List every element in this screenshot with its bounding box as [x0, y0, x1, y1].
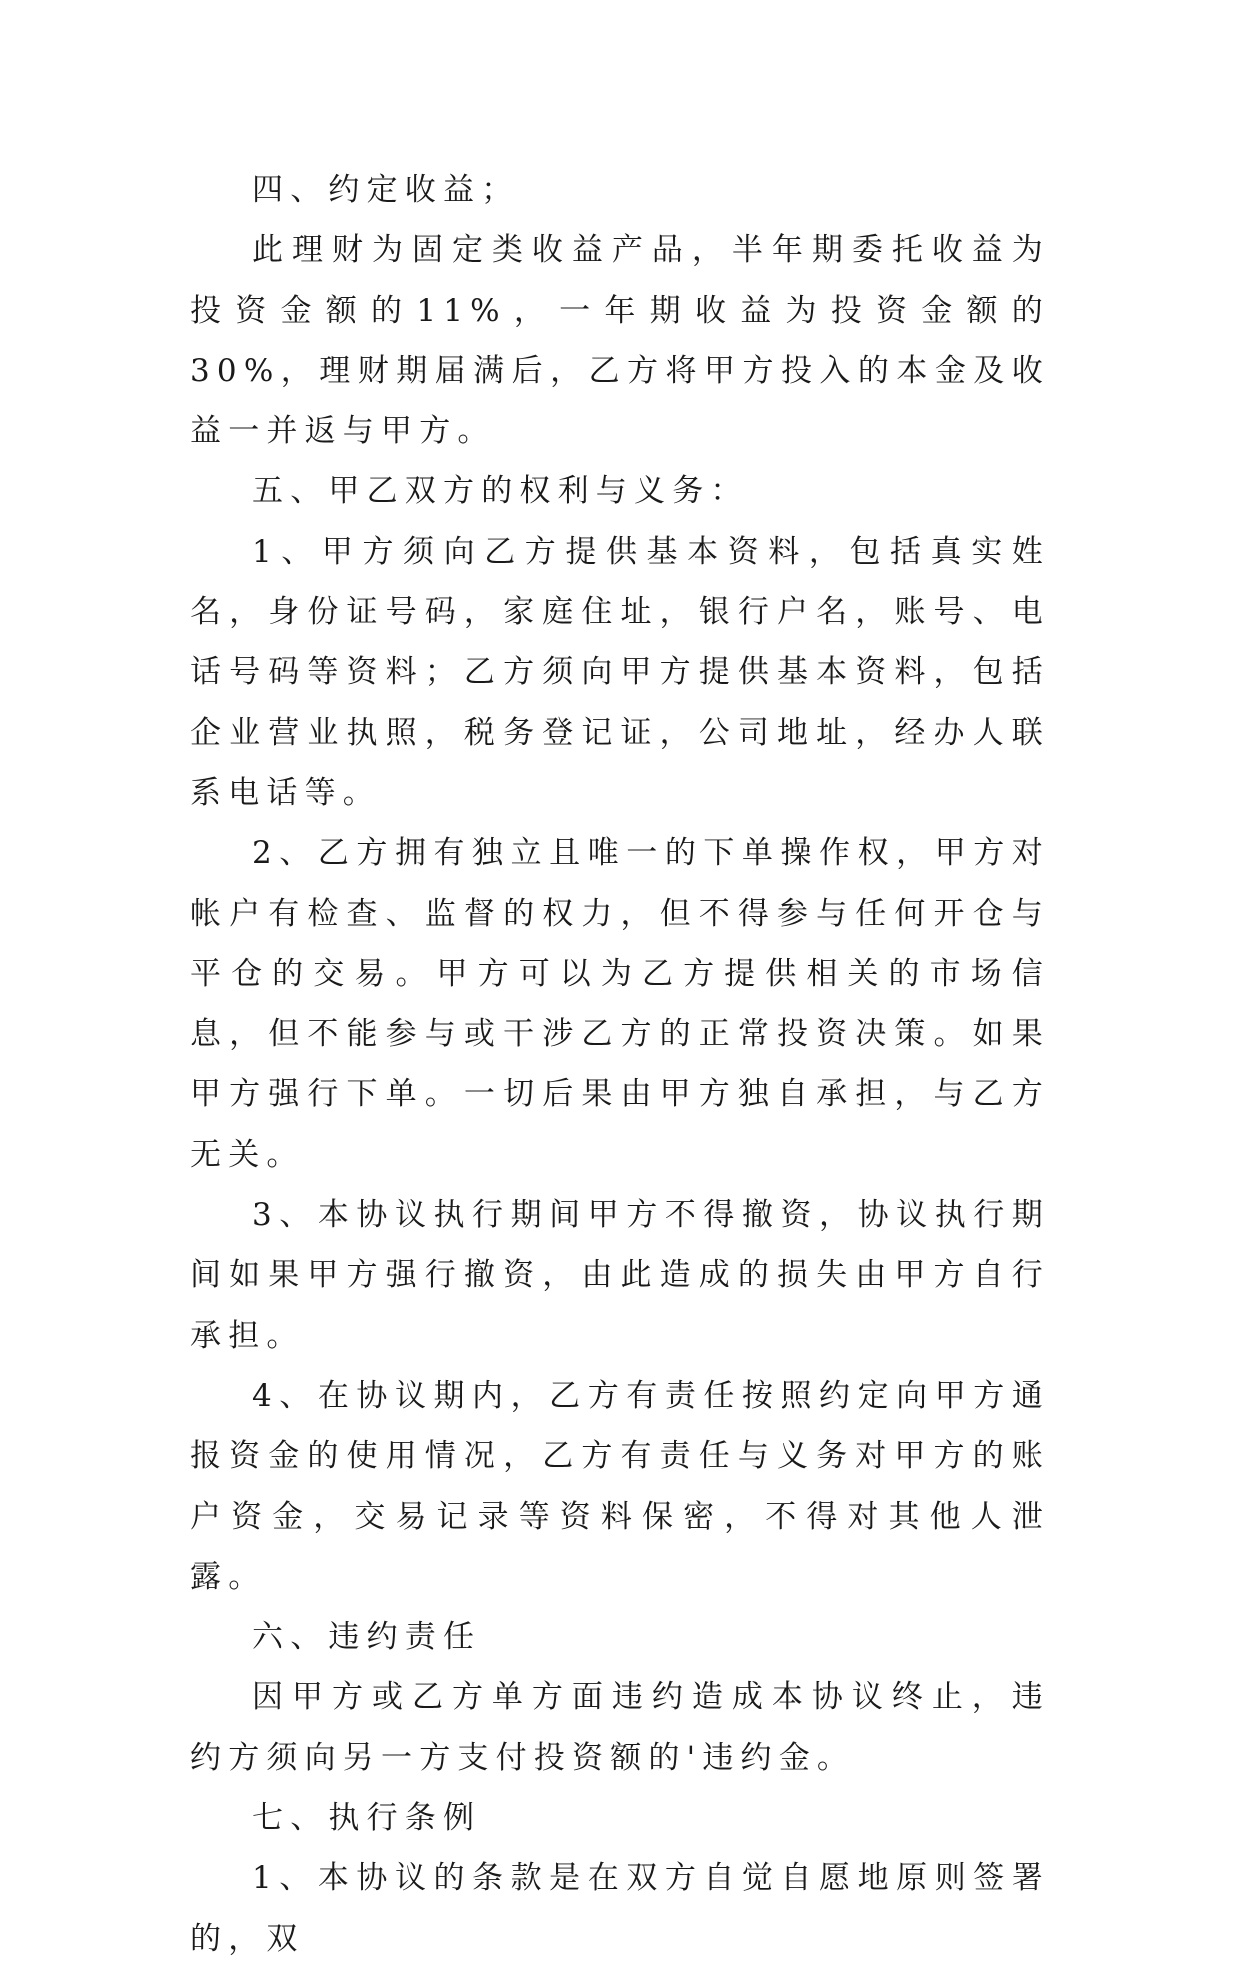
- section-heading-6: 六、违约责任: [252, 1619, 482, 1656]
- paragraph-execution-1: 1、本协议的条款是在双方自觉自愿地原则签署的，双: [190, 1860, 1050, 1957]
- paragraph-rights-2: 2、乙方拥有独立且唯一的下单操作权，甲方对帐户有检查、监督的权力，但不得参与任何开仓与平仓的交易。甲方可以为乙方提供相关的市场信息，但不能参与或干涉乙方的正常投资决策。如果甲方强行下单。一切后果由甲方独自承担，与乙方无关。: [190, 835, 1050, 1173]
- paragraph-rights-1: 1、甲方须向乙方提供基本资料，包括真实姓名，身份证号码，家庭住址，银行户名，账号、电话号码等资料；乙方须向甲方提供基本资料，包括企业营业执照，税务登记证，公司地址，经办人联系电话等。: [190, 533, 1050, 811]
- section-heading-7: 七、执行条例: [252, 1800, 482, 1837]
- paragraph-rights-3: 3、本协议执行期间甲方不得撤资，协议执行期间如果甲方强行撤资，由此造成的损失由甲方自行承担。: [190, 1197, 1050, 1354]
- document-body: [190, 160, 1050, 1969]
- section-heading-5: 五、甲乙双方的权利与义务：: [252, 473, 749, 510]
- paragraph-agreed-returns: 此理财为固定类收益产品，半年期委托收益为投资金额的11%，一年期收益为投资金额的30%，理财期届满后，乙方将甲方投入的本金及收益一并返与甲方。: [190, 232, 1050, 450]
- paragraph-breach: 因甲方或乙方单方面违约造成本协议终止，违约方须向另一方支付投资额的'违约金。: [190, 1679, 1050, 1776]
- paragraph-rights-4: 4、在协议期内，乙方有责任按照约定向甲方通报资金的使用情况，乙方有责任与义务对甲方的账户资金，交易记录等资料保密，不得对其他人泄露。: [190, 1377, 1050, 1595]
- section-heading-4: 四、约定收益；: [252, 172, 520, 208]
